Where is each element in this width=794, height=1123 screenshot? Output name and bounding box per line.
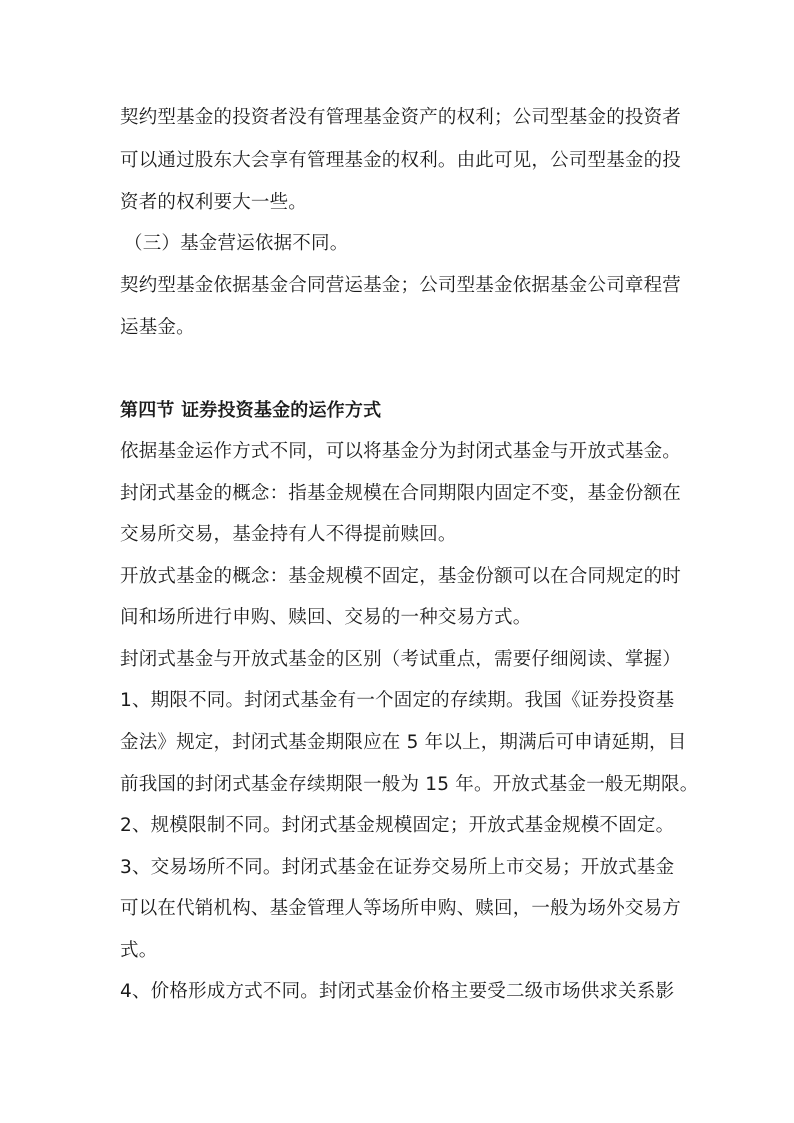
paragraph-line: 间和场所进行申购、赎回、交易的一种交易方式。 [120,607,532,628]
paragraph-line: 交易所交易，基金持有人不得提前赎回。 [120,524,457,545]
paragraph-line: 开放式基金的概念：基金规模不固定，基金份额可以在合同规定的时 [120,566,682,587]
paragraph-line: 封闭式基金与开放式基金的区别（考试重点，需要仔细阅读、掌握） [120,649,682,670]
paragraph-line: 契约型基金依据基金合同营运基金；公司型基金依据基金公司章程营 [120,275,682,296]
list-item-line: 金法》规定，封闭式基金期限应在 5 年以上，期满后可申请延期，目 [120,732,687,753]
subheading-line: （三）基金营运依据不同。 [124,233,349,254]
paragraph-line: 资者的权利要大一些。 [120,192,308,213]
list-item-line: 4、价格形成方式不同。封闭式基金价格主要受二级市场供求关系影 [120,981,675,1002]
list-item-line: 式。 [120,940,158,961]
paragraph-line: 运基金。 [120,317,195,338]
list-item-line: 3、交易场所不同。封闭式基金在证券交易所上市交易；开放式基金 [120,857,675,878]
list-item-line: 1、期限不同。封闭式基金有一个固定的存续期。我国《证券投资基 [120,690,675,711]
paragraph-line: 依据基金运作方式不同，可以将基金分为封闭式基金与开放式基金。 [120,441,682,462]
list-item-line: 可以在代销机构、基金管理人等场所申购、赎回，一般为场外交易方 [120,898,682,919]
section-title: 第四节 证券投资基金的运作方式 [120,400,382,421]
list-item-line: 2、规模限制不同。封闭式基金规模固定；开放式基金规模不固定。 [120,815,675,836]
paragraph-line: 可以通过股东大会享有管理基金的权利。由此可见，公司型基金的投 [120,150,682,171]
paragraph-line: 封闭式基金的概念：指基金规模在合同期限内固定不变，基金份额在 [120,483,682,504]
paragraph-line: 契约型基金的投资者没有管理基金资产的权利；公司型基金的投资者 [120,107,682,128]
list-item-line: 前我国的封闭式基金存续期限一般为 15 年。开放式基金一般无期限。 [120,774,699,795]
